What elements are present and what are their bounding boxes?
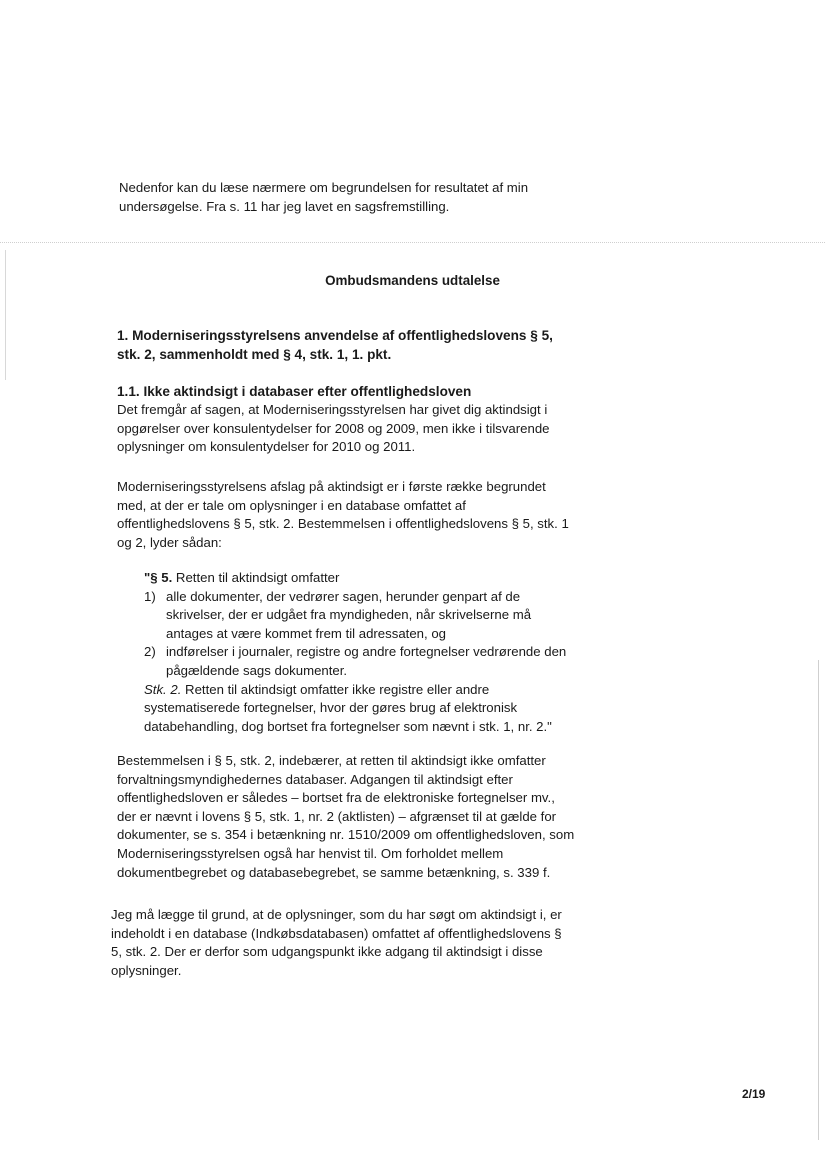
paragraph-3: Bestemmelsen i § 5, stk. 2, indebærer, at retten til aktindsigt ikke omfatter forvaltningsmyndighedernes databaser. Adgangen til aktindsigt efter offentlighedsloven er således – bortset fra de elektroniske fortegnelser mv., der er nævnt i lovens § 5, stk. 1, nr. 2 (aktlisten) – afgrænset til at gælde for dokumenter, se s. 354 i betænkning nr. 1510/2009 om offentlighedsloven, som Moderniseringsstyrelsen også har henvist til. Om forholdet mellem dokumentbegrebet og databasebegrebet, se samme betænkning, s. 339 f. xyxy=(117,753,575,880)
scan-edge-left xyxy=(5,250,6,380)
quote-intro-text: Retten til aktindsigt omfatter xyxy=(172,570,340,585)
quote-section-ref: § 5. xyxy=(150,570,173,585)
heading-1-1: 1.1. Ikke aktindsigt i databaser efter offentlighedsloven xyxy=(117,384,472,399)
quote-item-number: 1) xyxy=(144,588,156,604)
quote-item-text: indførelser i journaler, registre og andre fortegnelser vedrørende den pågældende sags dokumenter. xyxy=(166,644,567,678)
quote-item xyxy=(144,643,574,680)
paragraph-1: Det fremgår af sagen, at Moderniseringsstyrelsen har givet dig aktindsigt i opgørelser over konsulentydelser for 2008 og 2009, men ikke i tilsvarende oplysninger om konsulentydelser for 2010 og 2011. xyxy=(117,402,550,455)
quote-stk-text: Retten til aktindsigt omfatter ikke registre eller andre systematiserede fortegnelser, hvor der gøres brug af elektronisk databehandling, dog bortset fra fortegnelser som nævnt i stk. 1, nr. 2." xyxy=(144,681,552,734)
quote-item-text: alle dokumenter, der vedrører sagen, herunder genpart af de skrivelser, der er udgået fra myndigheden, når skrivelserne må antages at være kommet frem til adressaten, og xyxy=(166,588,532,641)
law-quote xyxy=(144,569,574,736)
paragraph-4: Jeg må lægge til grund, at de oplysninger, som du har søgt om aktindsigt i, er indeholdt i en database (Indkøbsdatabasen) omfattet af offentlighedslovens § 5, stk. 2. Der er derfor som udgangspunkt ikke adgang til aktindsigt i disse oplysninger. xyxy=(111,907,562,978)
intro-paragraph: Nedenfor kan du læse nærmere om begrundelsen for resultatet af min undersøgelse. Fra s. 11 har jeg lavet en sagsfremstilling. xyxy=(119,180,529,214)
scan-edge-right xyxy=(818,660,819,1140)
scan-artifact-line xyxy=(0,242,825,243)
page-number: 2/19 xyxy=(742,1087,766,1101)
quote-open-mark: " xyxy=(144,570,151,585)
heading-1: 1. Moderniseringsstyrelsens anvendelse af offentlighedslovens § 5, stk. 2, sammenholdt med § 4, stk. 1, 1. pkt. xyxy=(117,328,553,362)
quote-item xyxy=(144,588,574,644)
quote-intro xyxy=(144,569,574,588)
quote-item-number: 2) xyxy=(144,644,156,660)
section-title: Ombudsmandens udtalelse xyxy=(325,273,500,288)
paragraph-2: Moderniseringsstyrelsens afslag på aktindsigt er i første række begrundet med, at der er tale om oplysninger i en database omfattet af offentlighedslovens § 5, stk. 2. Bestemmelsen i offentlighedslovens § 5, stk. 1 og 2, lyder sådan: xyxy=(117,479,569,550)
quote-stk-2 xyxy=(144,681,574,737)
quote-stk-label: Stk. 2. xyxy=(144,681,182,697)
